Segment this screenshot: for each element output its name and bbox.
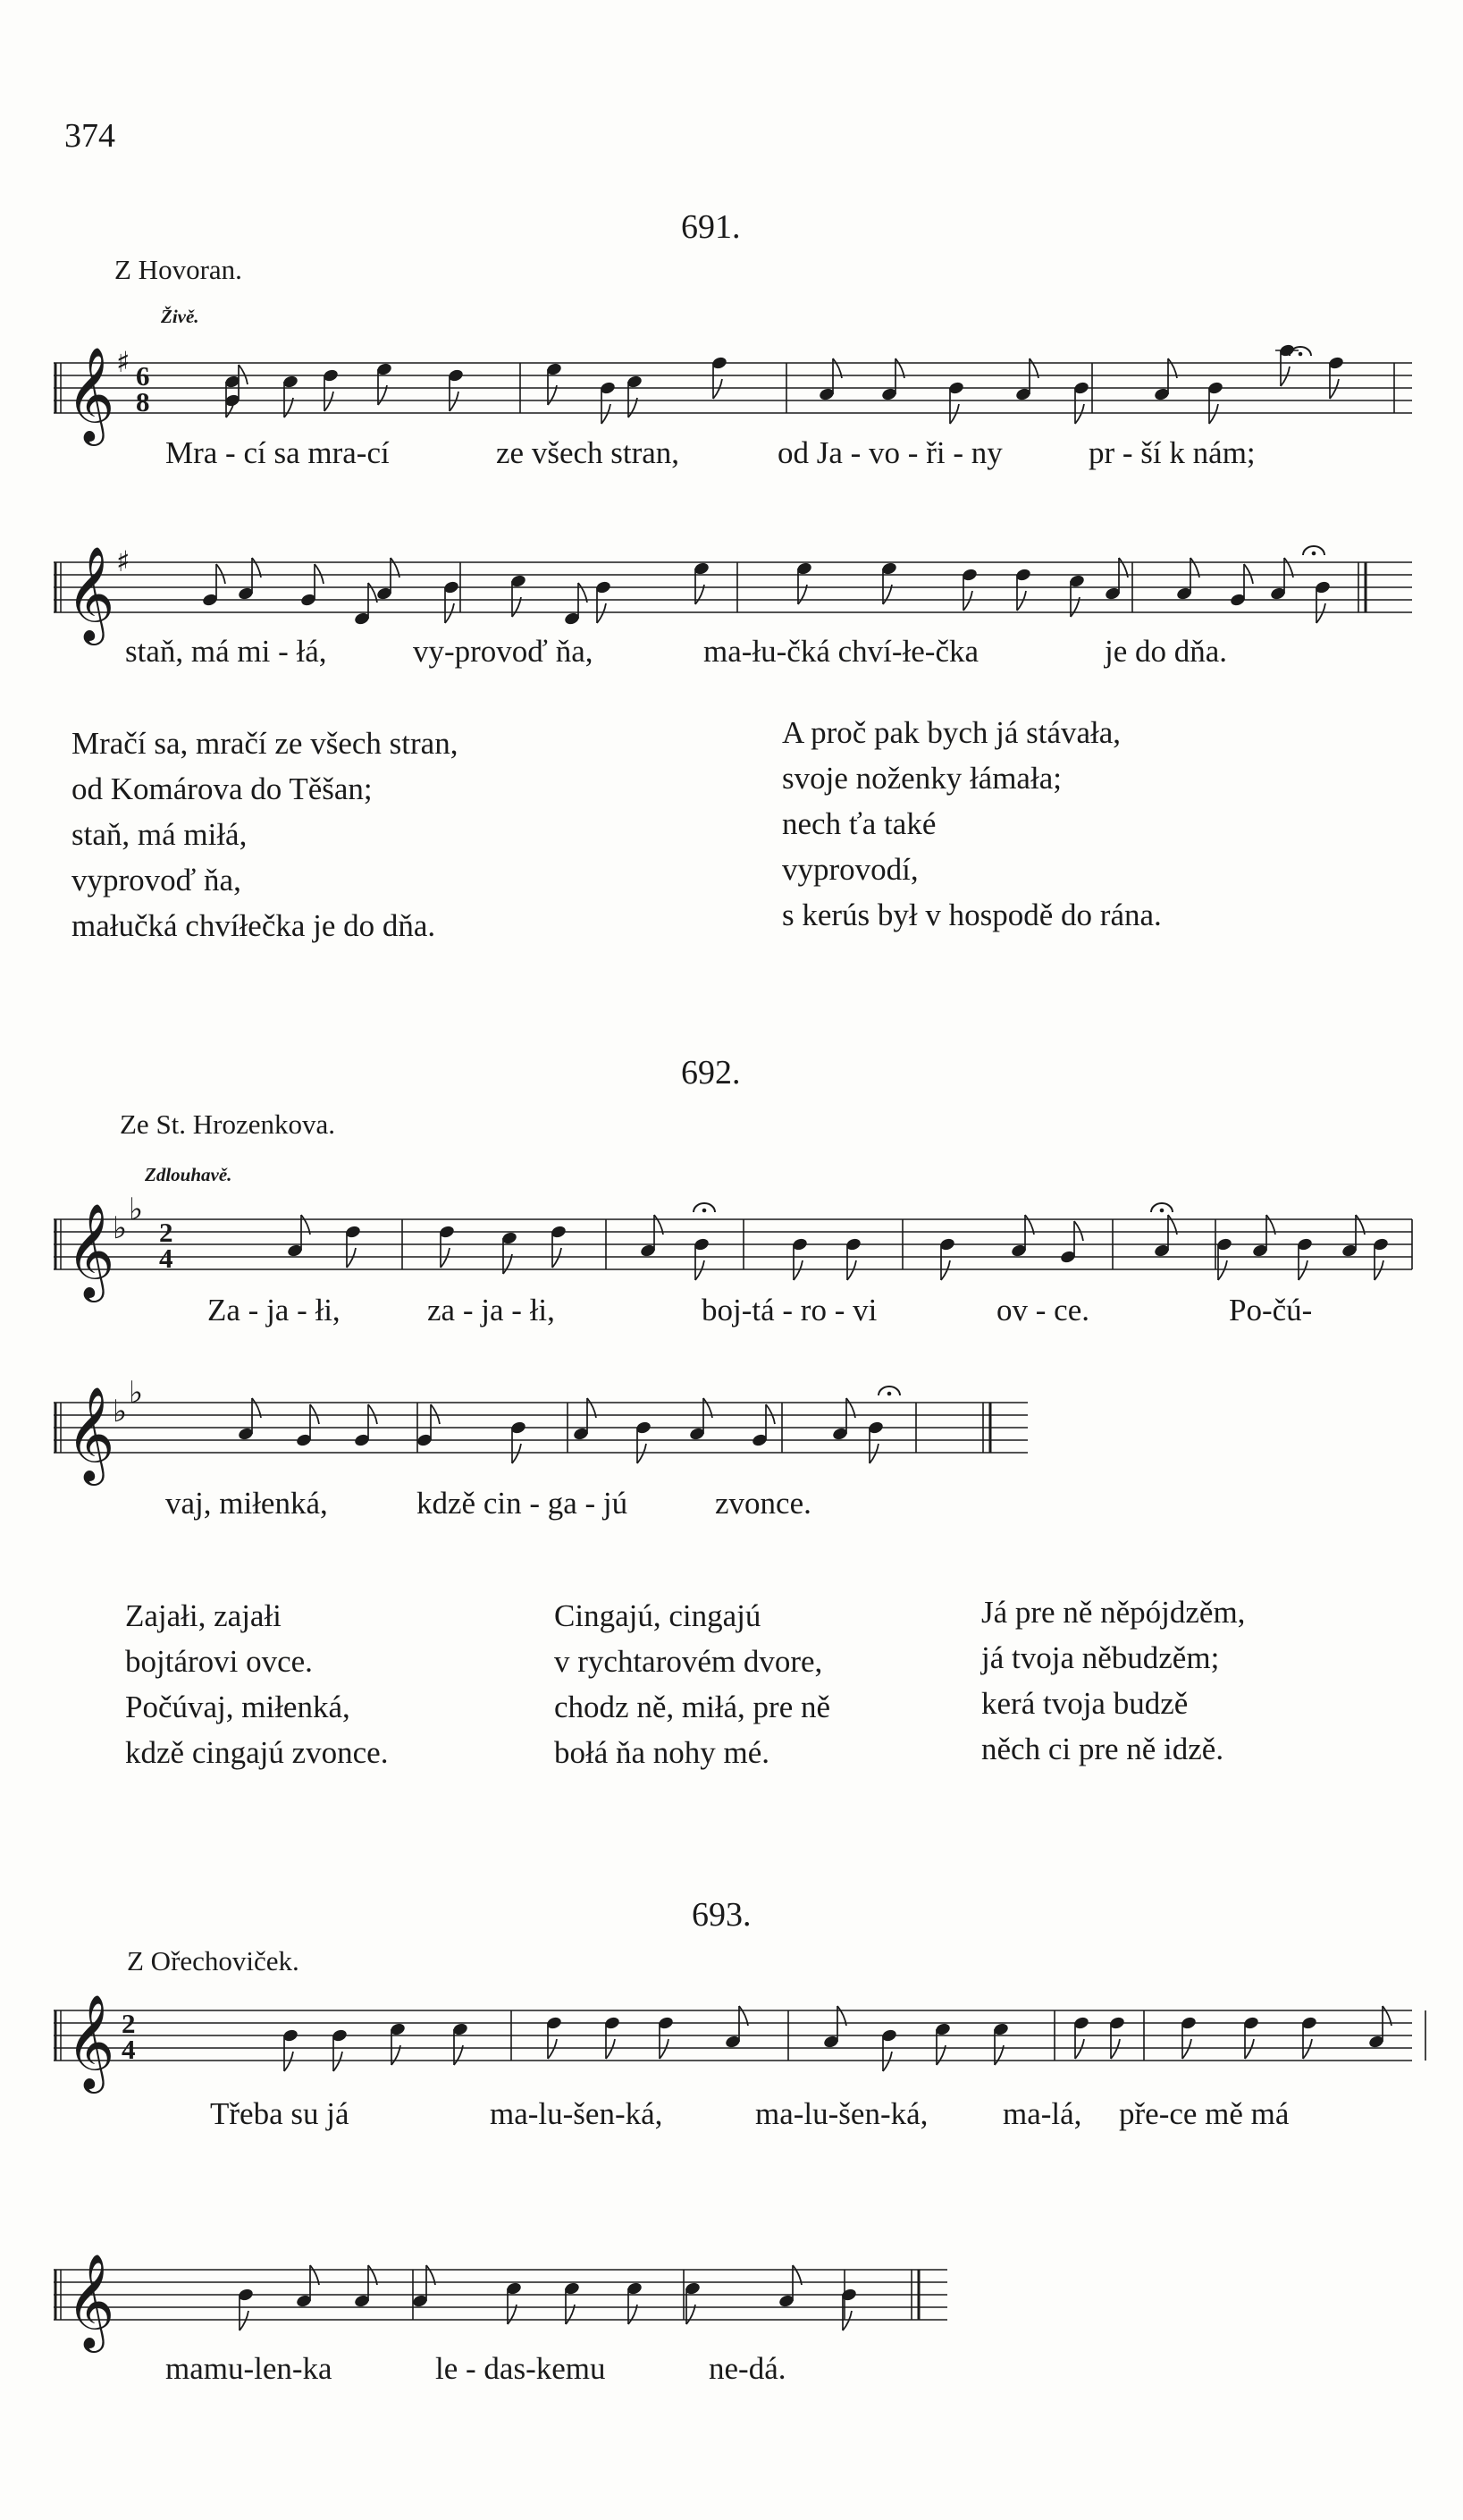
verse-stanza [782,710,1162,938]
lyric-segment: ze všech stran, [496,435,680,470]
time-signature-numerator: 2 [159,1217,173,1248]
treble-clef-icon: 𝄞 [66,1386,115,1481]
key-signature-icon: ♭ [113,1394,128,1429]
note-flag [883,2052,892,2071]
lyric-segment: ne-dá. [709,2351,786,2386]
treble-clef-icon: 𝄞 [66,545,115,641]
time-signature-denominator: 4 [159,1243,173,1274]
lyric-segment: zvonce. [715,1486,811,1521]
verse-line: svoje noženky łámała; [782,761,1062,796]
verse-stanza [981,1589,1245,1772]
note-flag [1281,367,1290,386]
note-flag [239,365,248,384]
song-origin: Z Ořechoviček. [127,1945,299,1976]
verse-line: Mračí sa, mračí ze všech stran, [71,726,458,761]
verse-line: bołá ňa nohy mé. [554,1735,770,1770]
page-number: 374 [64,117,115,155]
note-flag [1218,1260,1227,1280]
key-signature-icon: ♯ [116,544,130,578]
note-flag [963,591,972,611]
lyric-segment: ma-lu-šen-ká, [755,2096,929,2131]
note-flag [794,1260,803,1280]
tempo-marking: Živě. [161,306,199,327]
time-signature-denominator: 4 [122,2034,136,2065]
note-flag [1075,2039,1084,2059]
treble-clef-icon: 𝄞 [66,1202,115,1298]
verse-line: Cingajú, cingajú [554,1598,761,1633]
time-signature-numerator: 6 [136,360,150,392]
note-flag [1111,2039,1120,2059]
verse-stanza [71,721,458,948]
note-flag [637,1444,646,1463]
lyric-segment: Po-čú- [1229,1293,1313,1327]
note-flag [1316,603,1325,623]
note-flag [1074,1221,1083,1241]
note-flag [1299,1260,1307,1280]
verse-line: v rychtarovém dvore, [554,1644,823,1679]
lyric-segment: ma-lu-šen-ká, [490,2096,663,2131]
note-flag [660,2039,668,2059]
song-number: 693. [692,1896,752,1934]
fermata-icon [702,1209,707,1213]
key-signature-icon: ♭ [129,1375,144,1411]
lyric-segment: Za - ja - łi, [207,1293,341,1327]
verse-line: staň, má miłá, [71,817,248,852]
verse-line: od Komárova do Těšan; [71,771,373,806]
verse-line: chodz ně, miłá, pre ně [554,1690,831,1724]
note-flag [368,1404,377,1424]
verse-line: s kerús był v hospodě do rána. [782,898,1162,932]
treble-clef-icon: 𝄞 [66,2253,115,2348]
lyric-segment: ov - ce. [996,1293,1089,1327]
verse-line: A proč pak bych já stávała, [782,715,1122,750]
fermata-icon [1312,552,1316,556]
note-flag [552,1248,561,1268]
note-flag [315,564,324,584]
music-staff [54,1980,1412,2114]
verse-line: nech ťa také [782,806,937,841]
verse-line: kerá tvoja budzě [981,1686,1189,1721]
lyric-segment: boj-tá - ro - vi [702,1293,878,1327]
lyric-segment: ma-lá, [1003,2096,1082,2131]
note-flag [441,1248,450,1268]
fermata-icon [887,1392,892,1396]
verse-line: Zajałi, zajałi [125,1598,282,1633]
note-flag [216,564,225,584]
verse-line: Počúvaj, miłenká, [125,1690,350,1724]
note-flag [1375,1260,1383,1280]
note-flag [1182,2039,1191,2059]
note-flag [870,1444,879,1463]
note-flag [847,1260,856,1280]
note-flag [1017,591,1026,611]
song-origin: Z Hovoran. [114,254,242,285]
note-flag [766,1404,775,1424]
verse-line: něch ci pre ně idzě. [981,1732,1224,1766]
note-flag [1330,379,1339,399]
note-flag [445,603,454,623]
verse-line: kdzě cingajú zvonce. [125,1735,389,1770]
fermata-icon [1299,352,1303,357]
song-number: 692. [681,1054,741,1091]
note-flag [333,2052,342,2071]
song-number: 691. [681,208,741,246]
note-flag [512,1444,521,1463]
note-flag [1075,404,1084,424]
note-flag [1245,2039,1254,2059]
lyric-segment: pře-ce mě má [1119,2096,1290,2131]
fermata-icon [1160,1209,1165,1213]
note-flag [324,392,333,411]
note-flag [1209,404,1218,424]
note-flag [606,2039,615,2059]
treble-clef-icon: 𝄞 [66,346,115,442]
verse-stanza [554,1593,830,1775]
note-flag [601,404,610,424]
lyric-segment: ma-łu-čká chví-łe-čka [703,634,980,669]
verse-line: małučká chvíłečka je do dňa. [71,908,436,943]
song-origin: Ze St. Hrozenkova. [120,1108,336,1140]
note-flag [1303,2039,1312,2059]
lyric-segment: vy-provoď ňa, [413,634,593,669]
note-flag [310,1404,319,1424]
lyric-segment: Mra - cí sa mra-cí [165,435,390,470]
time-signature-denominator: 8 [136,386,150,417]
key-signature-icon: ♭ [113,1210,128,1246]
verse-line: já tvoja něbudzěm; [981,1640,1220,1675]
lyric-segment: staň, má mi - łá, [125,634,327,669]
key-signature-icon: ♭ [129,1192,144,1227]
lyric-segment: je do dňa. [1105,634,1228,669]
lyric-segment: pr - ší k nám; [1089,435,1256,470]
note-flag [1244,564,1253,584]
tempo-marking: Zdlouhavě. [145,1164,232,1185]
note-flag [941,1260,950,1280]
note-flag [950,404,959,424]
lyric-segment: vaj, miłenká, [165,1486,328,1521]
lyric-segment: mamu-len-ka [165,2351,332,2386]
note-flag [284,2052,293,2071]
lyric-segment: od Ja - vo - ři - ny [778,435,1003,470]
note-flag [597,603,606,623]
lyric-segment: za - ja - łi, [427,1293,555,1327]
note-flag [240,2311,248,2330]
verse-line: Já pre ně něpójdzěm, [981,1595,1246,1630]
note-flag [713,379,722,399]
lyric-segment: le - das-kemu [435,2351,606,2386]
time-signature-numerator: 2 [122,2008,136,2039]
verse-line: bojtárovi ovce. [125,1644,313,1679]
verse-line: vyprovoď ňa, [71,863,241,898]
lyric-segment: kdzě cin - ga - jú [416,1486,628,1521]
note-flag [450,392,458,411]
key-signature-icon: ♯ [116,345,130,379]
verse-stanza [125,1593,388,1775]
note-flag [695,1260,704,1280]
note-flag [548,2039,557,2059]
lyric-segment: Třeba su já [210,2096,349,2131]
note-flag [431,1404,440,1424]
verse-line: vyprovodí, [782,852,919,887]
treble-clef-icon: 𝄞 [66,1993,115,2089]
note-flag [347,1248,356,1268]
